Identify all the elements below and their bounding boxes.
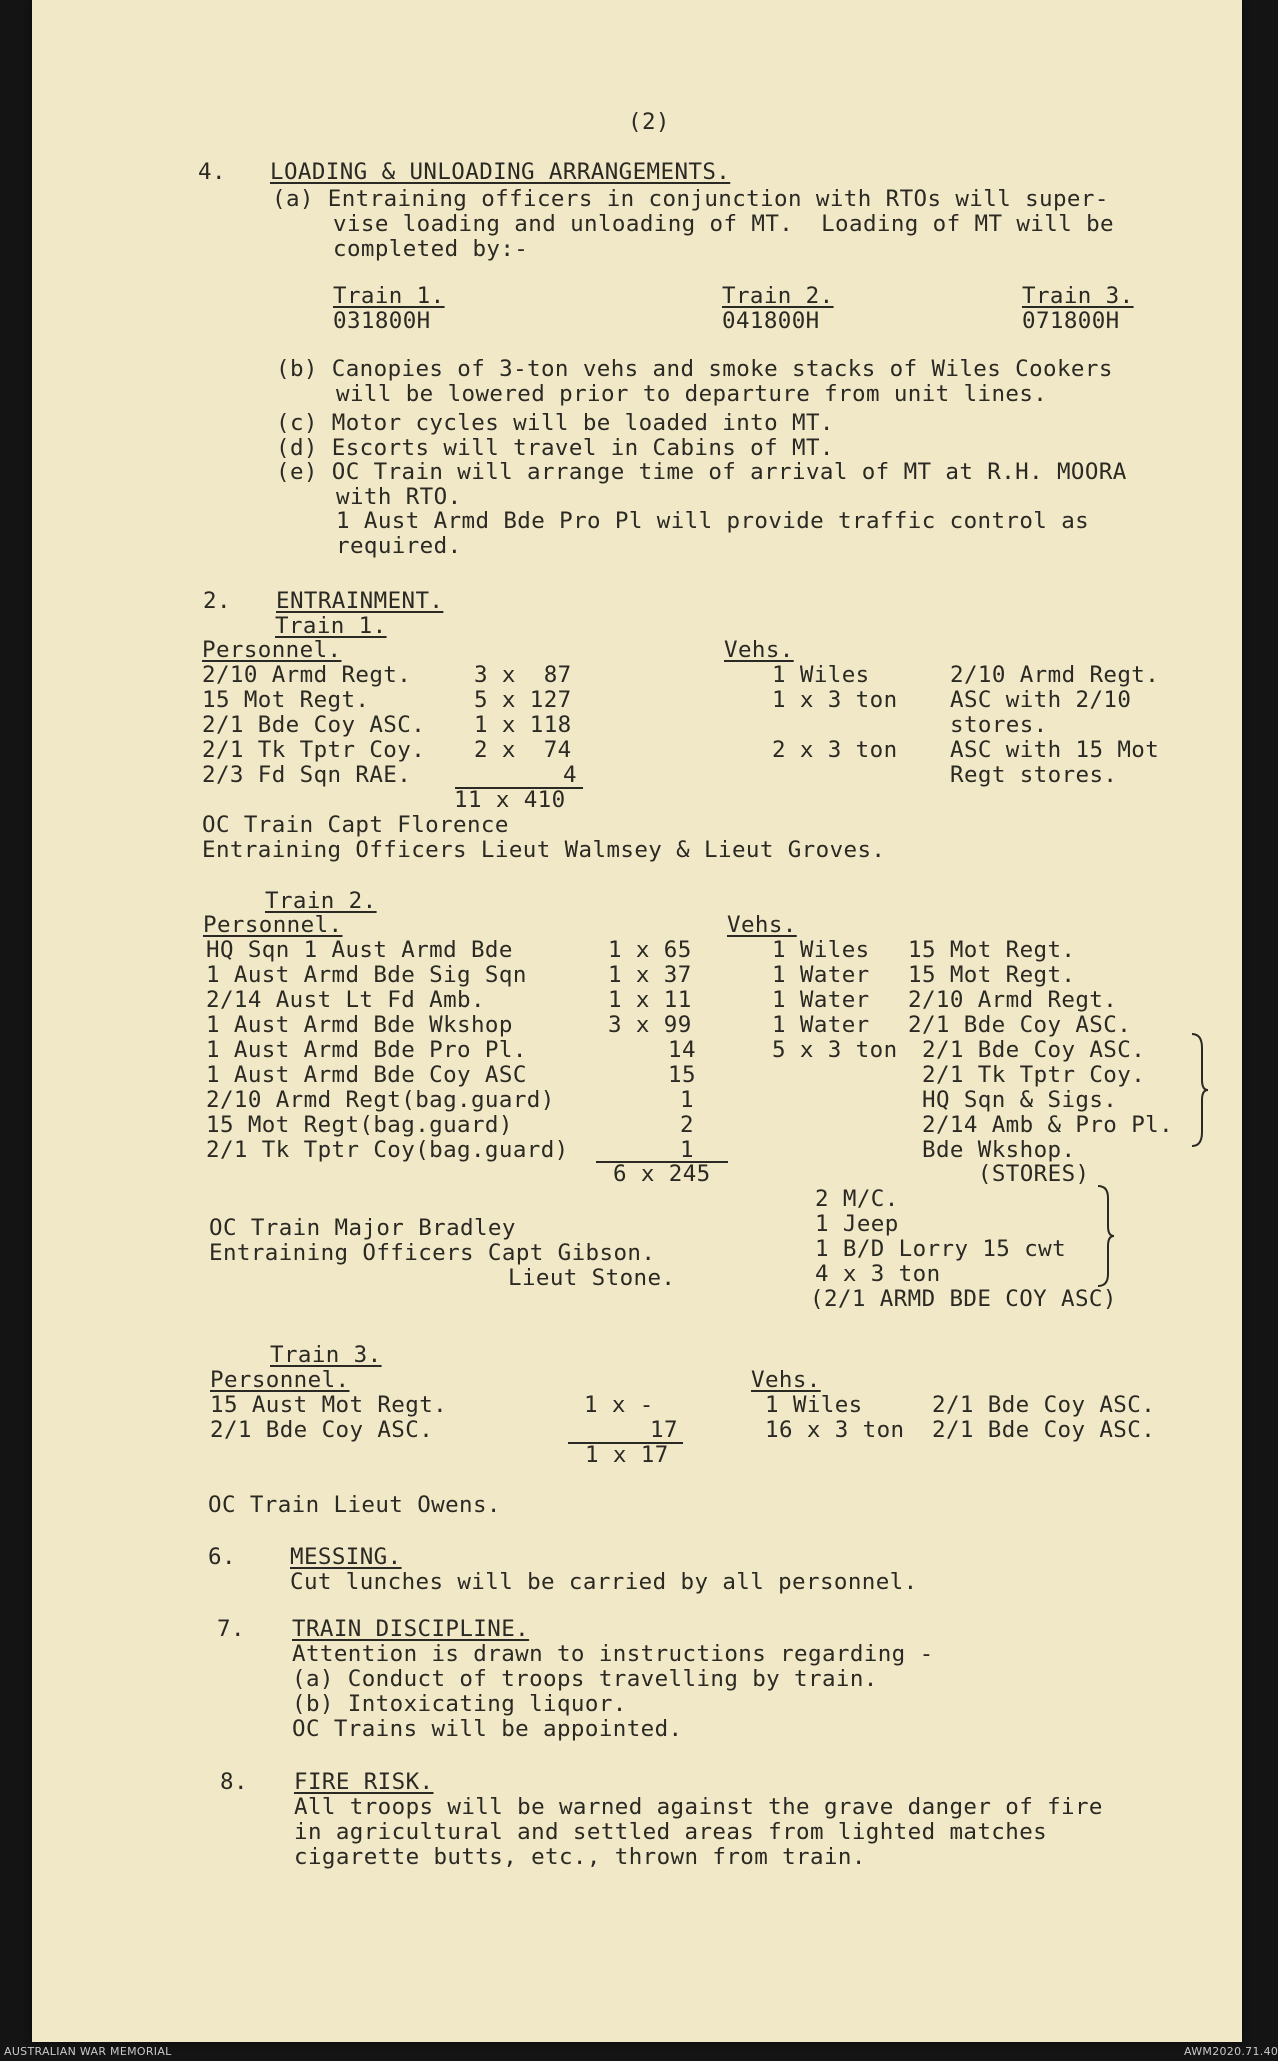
train2-personnel-unit: 1 Aust Armd Bde Coy ASC	[206, 1062, 527, 1088]
train2-veh: 1 Wiles	[772, 937, 870, 963]
train3-oc: OC Train Lieut Owens.	[208, 1492, 501, 1518]
train1-veh: 2 x 3 ton	[772, 737, 898, 763]
train1-personnel-unit: 2/1 Bde Coy ASC.	[202, 712, 426, 738]
train2-veh: 1 Water	[772, 1012, 870, 1038]
train2-personnel-unit: 1 Aust Armd Bde Sig Sqn	[206, 962, 527, 988]
train2-personnel-count: 1 x 11	[608, 987, 692, 1013]
train2-veh-unit: HQ Sqn & Sigs.	[922, 1087, 1118, 1113]
section-6-text: Cut lunches will be carried by all personnel.	[290, 1569, 918, 1595]
train2-personnel-count: 1	[680, 1087, 694, 1113]
train1-personnel-unit: 2/1 Tk Tptr Coy.	[202, 737, 426, 763]
train2-vehs-brace	[1188, 1032, 1210, 1148]
train1-personnel-unit: 2/3 Fd Sqn RAE.	[202, 762, 412, 788]
train2-veh-unit: 2/10 Armd Regt.	[908, 987, 1118, 1013]
train1-total: 11 x 410	[454, 787, 566, 813]
train2-personnel-count: 15	[668, 1062, 696, 1088]
train2-veh-unit: 15 Mot Regt.	[908, 937, 1076, 963]
section-8-line: cigarette butts, etc., thrown from train.	[294, 1844, 866, 1870]
section-4-a-line-2: vise loading and unloading of MT. Loading of MT will be	[333, 211, 1114, 237]
train1-personnel-count: 5 x 127	[474, 687, 572, 713]
train1-veh-unit: ASC with 2/10	[950, 687, 1132, 713]
train-3-time: 071800H	[1022, 308, 1120, 334]
train1-entraining: Entraining Officers Lieut Walmsey & Lieut Groves.	[202, 837, 886, 863]
footer-source: AUSTRALIAN WAR MEMORIAL	[4, 2045, 172, 2058]
train1-personnel-count: 3 x 87	[474, 662, 572, 688]
train2-personnel-unit: 1 Aust Armd Bde Wkshop	[206, 1012, 513, 1038]
section-8-line: in agricultural and settled areas from lighted matches	[294, 1819, 1048, 1845]
train3-personnel-count: 1 x -	[584, 1392, 654, 1418]
train1-personnel-unit: 2/10 Armd Regt.	[202, 662, 412, 688]
train1-personnel-unit: 15 Mot Regt.	[202, 687, 370, 713]
train2-personnel-count: 3 x 99	[608, 1012, 692, 1038]
section-8-line: All troops will be warned against the grave danger of fire	[294, 1794, 1103, 1820]
train2-veh: 1 Water	[772, 962, 870, 988]
train2-extra-vehs-note: (2/1 ARMD BDE COY ASC)	[810, 1286, 1117, 1312]
train2-personnel-unit: 2/1 Tk Tptr Coy(bag.guard)	[206, 1137, 569, 1163]
train-3-label: Train 3.	[1022, 283, 1134, 309]
train1-title: Train 1.	[275, 613, 387, 639]
train3-personnel-unit: 2/1 Bde Coy ASC.	[210, 1417, 434, 1443]
page-number: (2)	[628, 109, 670, 135]
train2-total: 6 x 245	[613, 1161, 711, 1187]
section-4-e-line-1: (e) OC Train will arrange time of arrival of MT at R.H. MOORA	[276, 459, 1127, 485]
train2-personnel-heading: Personnel.	[203, 912, 343, 938]
section-7-number: 7.	[217, 1616, 245, 1642]
section-4-b-line-1: (b) Canopies of 3-ton vehs and smoke stacks of Wiles Cookers	[276, 356, 1113, 382]
train3-personnel-unit: 15 Aust Mot Regt.	[210, 1392, 448, 1418]
train2-personnel-count: 1	[680, 1137, 694, 1163]
train2-veh-unit: 15 Mot Regt.	[908, 962, 1076, 988]
train2-personnel-unit: 2/10 Armd Regt(bag.guard)	[206, 1087, 555, 1113]
train1-personnel-count: 1 x 118	[474, 712, 572, 738]
train2-veh-unit: 2/1 Bde Coy ASC.	[922, 1037, 1146, 1063]
train2-personnel-count: 14	[668, 1037, 696, 1063]
train3-veh: 1 Wiles	[765, 1392, 863, 1418]
section-7-line: OC Trains will be appointed.	[292, 1716, 683, 1742]
section-8-heading: FIRE RISK.	[294, 1769, 434, 1795]
section-4-d: (d) Escorts will travel in Cabins of MT.	[276, 435, 834, 461]
train2-extra-veh: 1 Jeep	[815, 1211, 899, 1237]
section-4-c: (c) Motor cycles will be loaded into MT.	[276, 410, 834, 436]
train3-total: 1 x 17	[585, 1442, 669, 1468]
section-6-number: 6.	[208, 1544, 236, 1570]
train3-veh-unit: 2/1 Bde Coy ASC.	[932, 1392, 1156, 1418]
section-2-heading: ENTRAINMENT.	[276, 588, 444, 614]
train-1-time: 031800H	[333, 308, 431, 334]
train2-extra-veh: 1 B/D Lorry 15 cwt	[815, 1236, 1067, 1262]
section-4-a-line-1: (a) Entraining officers in conjunction with RTOs will super-	[272, 186, 1109, 212]
train1-veh-unit: ASC with 15 Mot	[950, 737, 1160, 763]
train1-veh-unit: Regt stores.	[950, 762, 1118, 788]
section-8-number: 8.	[220, 1769, 248, 1795]
train-2-label: Train 2.	[722, 283, 834, 309]
train2-vehs-heading: Vehs.	[727, 912, 797, 938]
train3-personnel-count: 17	[650, 1417, 678, 1443]
train3-veh: 16 x 3 ton	[765, 1417, 905, 1443]
section-7-line: (a) Conduct of troops travelling by train.	[292, 1666, 878, 1692]
section-7-heading: TRAIN DISCIPLINE.	[292, 1616, 530, 1642]
train2-oc: OC Train Major Bradley	[209, 1215, 516, 1241]
train2-title: Train 2.	[265, 888, 377, 914]
train2-personnel-count: 1 x 37	[608, 962, 692, 988]
train2-veh-unit: Bde Wkshop.	[922, 1137, 1076, 1163]
section-4-e-line-3: 1 Aust Armd Bde Pro Pl will provide traffic control as	[336, 508, 1090, 534]
train2-personnel-count: 1 x 65	[608, 937, 692, 963]
train2-personnel-unit: 2/14 Aust Lt Fd Amb.	[206, 987, 485, 1013]
train3-veh-unit: 2/1 Bde Coy ASC.	[932, 1417, 1156, 1443]
train3-title: Train 3.	[270, 1342, 382, 1368]
train-1-label: Train 1.	[333, 283, 445, 309]
train3-personnel-heading: Personnel.	[210, 1367, 350, 1393]
train2-veh-unit: (STORES)	[950, 1161, 1090, 1187]
train2-extra-vehs-brace	[1094, 1184, 1116, 1288]
train2-personnel-unit: HQ Sqn 1 Aust Armd Bde	[206, 937, 513, 963]
section-7-line: Attention is drawn to instructions regarding -	[292, 1641, 934, 1667]
train2-entraining-1: Entraining Officers Capt Gibson.	[209, 1240, 656, 1266]
train2-veh: 1 Water	[772, 987, 870, 1013]
train1-veh: 1 Wiles	[772, 662, 870, 688]
train2-veh-unit: 2/1 Tk Tptr Coy.	[922, 1062, 1146, 1088]
section-4-b-line-2: will be lowered prior to departure from unit lines.	[336, 381, 1048, 407]
footer-accession: AWM2020.71.40	[1184, 2045, 1278, 2058]
train1-personnel-count: 2 x 74	[474, 737, 572, 763]
train1-veh-unit: 2/10 Armd Regt.	[950, 662, 1160, 688]
section-4-a-line-3: completed by:-	[333, 236, 529, 262]
section-6-heading: MESSING.	[290, 1544, 402, 1570]
section-4-heading: LOADING & UNLOADING ARRANGEMENTS.	[270, 159, 731, 185]
train1-personnel-count: 4	[563, 762, 577, 788]
train2-personnel-unit: 1 Aust Armd Bde Pro Pl.	[206, 1037, 527, 1063]
train1-personnel-heading: Personnel.	[202, 637, 342, 663]
train2-extra-veh: 2 M/C.	[815, 1186, 899, 1212]
train1-oc: OC Train Capt Florence	[202, 812, 509, 838]
train2-veh: 5 x 3 ton	[772, 1037, 898, 1063]
train1-vehs-heading: Vehs.	[724, 637, 794, 663]
train2-veh-unit: 2/14 Amb & Pro Pl.	[922, 1112, 1174, 1138]
train2-personnel-count: 2	[680, 1112, 694, 1138]
train1-veh-unit: stores.	[950, 712, 1048, 738]
section-4-number: 4.	[198, 159, 226, 185]
section-4-e-line-2: with RTO.	[336, 484, 462, 510]
section-7-line: (b) Intoxicating liquor.	[292, 1691, 627, 1717]
train3-vehs-heading: Vehs.	[751, 1367, 821, 1393]
train1-veh: 1 x 3 ton	[772, 687, 898, 713]
train2-personnel-unit: 15 Mot Regt(bag.guard)	[206, 1112, 513, 1138]
train2-veh-unit: 2/1 Bde Coy ASC.	[908, 1012, 1132, 1038]
section-2-number: 2.	[203, 588, 231, 614]
train-2-time: 041800H	[722, 308, 820, 334]
train2-extra-veh: 4 x 3 ton	[815, 1261, 941, 1287]
train2-entraining-2: Lieut Stone.	[508, 1265, 676, 1291]
section-4-e-line-4: required.	[336, 533, 462, 559]
